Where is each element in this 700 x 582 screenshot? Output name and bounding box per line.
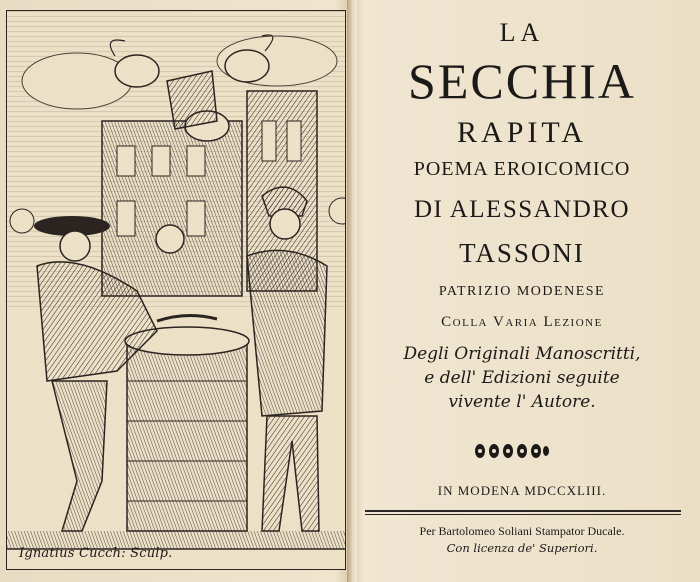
- printer-line: Per Bartolomeo Soliani Stampator Ducale.: [419, 524, 625, 538]
- imprint-place-date: IN MODENA MDCCXLIII.: [437, 483, 607, 498]
- author-title: PATRIZIO MODENESE: [438, 284, 606, 299]
- edition-detail-1: Degli Originali Manoscritti,: [403, 344, 641, 364]
- subtitle: POEMA EROICOMICO: [413, 158, 631, 180]
- title-second: RAPITA: [457, 116, 587, 149]
- edition-detail-2: e dell' Edizioni seguite: [424, 368, 620, 388]
- engraving-illustration: [7, 11, 346, 570]
- divider-rule-thin: [365, 514, 681, 515]
- title-page: [357, 0, 700, 582]
- frontispiece-engraving: [6, 10, 346, 570]
- divider-rule: [365, 510, 681, 512]
- book-gutter: [347, 0, 357, 582]
- edition-note: Colla Varia Lezione: [441, 314, 603, 330]
- license-line: Con licenza de' Superiori.: [446, 541, 598, 555]
- author-surname: TASSONI: [459, 238, 585, 268]
- edition-detail-3: vivente l' Autore.: [448, 392, 596, 412]
- title-article: LA: [499, 18, 545, 47]
- printer-ornament-icon: [472, 440, 552, 462]
- author-prefix: DI ALESSANDRO: [413, 196, 631, 223]
- engraver-signature: Ignatius Cucch: Sculp.: [19, 546, 173, 561]
- title-main: SECCHIA: [408, 53, 636, 109]
